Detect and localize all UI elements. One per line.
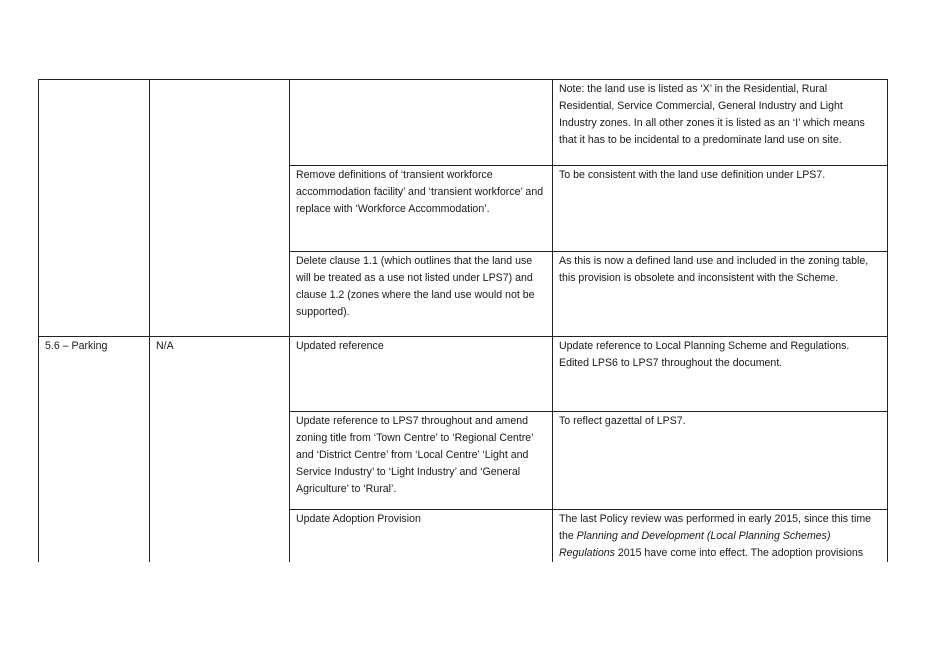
reason-cell: Note: the land use is listed as ‘X’ in the Residential, Rural Residential, Service Commercial, General Industry and Light Industry zones. In all other zones it is listed as an ‘I’ which means that it has to be incidental to a predominate land use on site. [553,80,888,166]
reason-cell: As this is now a defined land use and included in the zoning table, this provision is obsolete and inconsistent with the Scheme. [553,251,888,337]
reason-cell: Update reference to Local Planning Scheme and Regulations. Edited LPS6 to LPS7 throughout the document. [553,337,888,412]
reference-cell [150,165,290,251]
section-cell [39,411,150,509]
section-cell [39,251,150,337]
regulations-title: Planning and Development (Local Planning Schemes) Regulations [559,529,831,559]
table-row [39,251,888,337]
reference-cell [150,509,290,562]
reason-text: The last Policy review was performed in early 2015, since this time the [559,512,872,542]
change-cell: Update Adoption Provision [290,509,553,562]
change-cell: Delete clause 1.1 (which outlines that the land use will be treated as a use not listed under LPS7) and clause 1.2 (zones where the land use would not be supported). [290,251,553,337]
section-cell: 5.6 – Parking [39,337,150,412]
section-cell [39,165,150,251]
reference-cell [150,80,290,166]
reference-cell [150,411,290,509]
table-row [39,80,888,166]
reason-text-continued: 2015 have come into effect. The adoption provisions [614,546,864,559]
reason-cell: To reflect gazettal of LPS7. [553,411,888,509]
reference-cell: N/A [150,337,290,412]
change-cell [290,80,553,166]
reason-cell: To be consistent with the land use definition under LPS7. [553,165,888,251]
section-cell [39,80,150,166]
table-row [39,411,888,509]
table-row [39,165,888,251]
change-cell: Remove definitions of ‘transient workforce accommodation facility’ and ‘transient workforce’ and replace with ‘Workforce Accommodation’. [290,165,553,251]
change-cell: Updated reference [290,337,553,412]
reference-cell [150,251,290,337]
table-row [39,509,888,562]
policy-amendments-table [38,79,888,562]
table-row [39,337,888,412]
change-cell: Update reference to LPS7 throughout and amend zoning title from ‘Town Centre’ to ‘Regional Centre’ and ‘District Centre’ from ‘Local Centre’ ‘Light and Service Industry’ to ‘Light Industry’ and ‘General Agriculture’ to ‘Rural’. [290,411,553,509]
section-cell [39,509,150,562]
reason-cell [553,509,888,562]
